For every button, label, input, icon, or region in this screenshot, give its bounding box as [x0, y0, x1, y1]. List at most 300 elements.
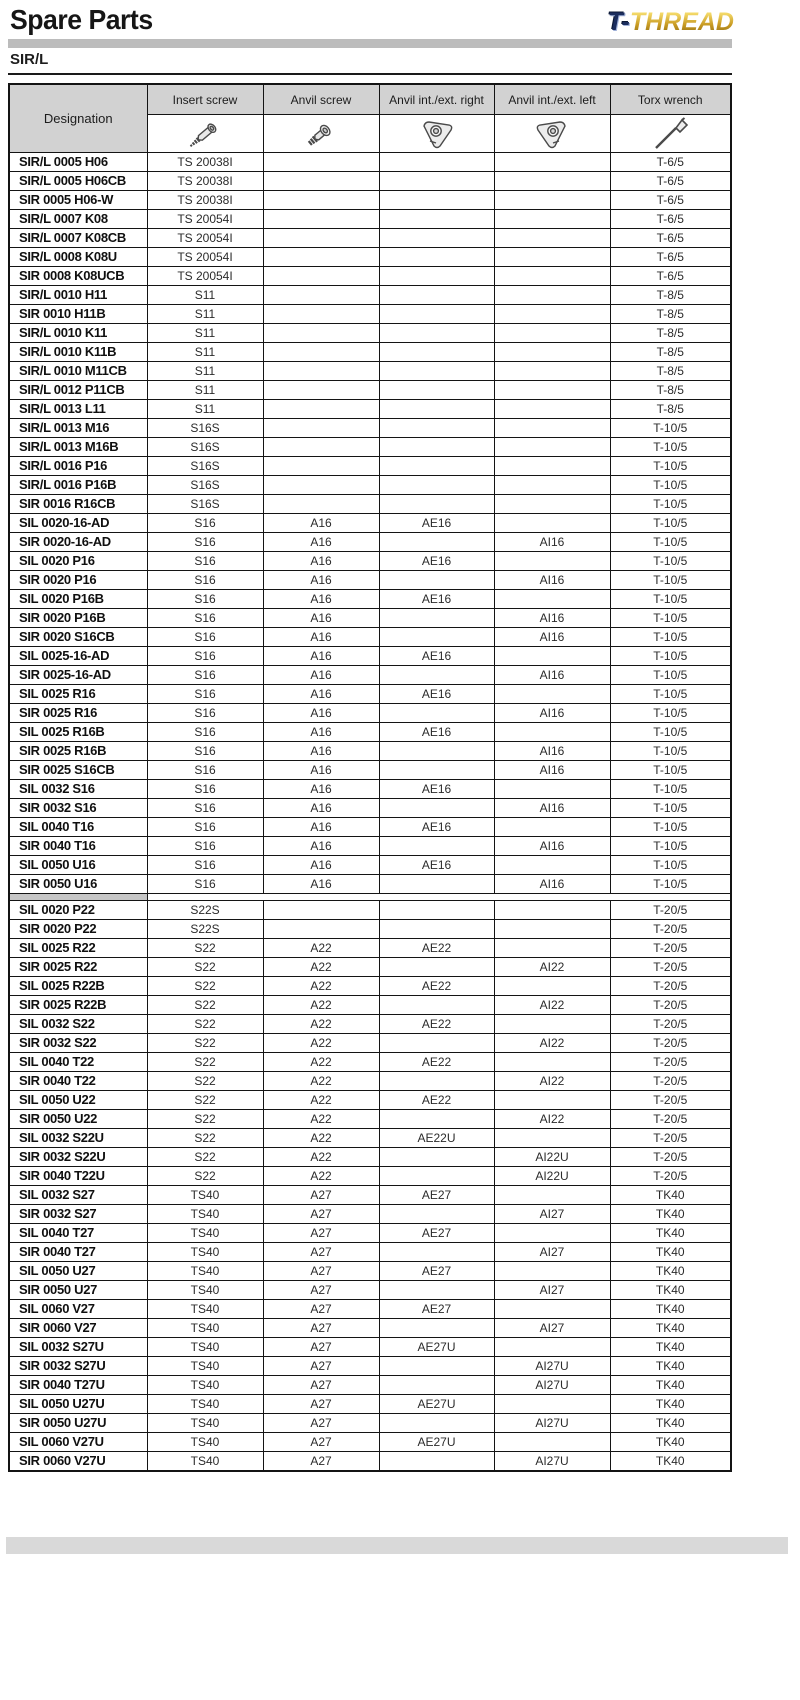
anvil-right-cell	[379, 996, 494, 1015]
anvil-screw-cell: A22	[263, 1091, 379, 1110]
insert-screw-cell: S16	[147, 799, 263, 818]
anvil-right-cell	[379, 1110, 494, 1129]
table-row	[9, 229, 731, 248]
designation-cell: SIL 0032 S22	[9, 1015, 147, 1034]
anvil-right-cell	[379, 901, 494, 920]
anvil-right-cell: AE16	[379, 590, 494, 609]
table-row	[9, 875, 731, 894]
anvil-screw-cell: A16	[263, 647, 379, 666]
designation-cell: SIR/L 0010 K11B	[9, 343, 147, 362]
torx-wrench-cell: TK40	[610, 1357, 731, 1376]
torx-wrench-cell: T-10/5	[610, 761, 731, 780]
anvil-screw-cell: A27	[263, 1224, 379, 1243]
anvil-right-cell: AE16	[379, 552, 494, 571]
section-divider-row	[9, 894, 731, 901]
torx-wrench-cell: T-8/5	[610, 381, 731, 400]
designation-cell: SIL 0025 R22B	[9, 977, 147, 996]
anvil-screw-cell: A16	[263, 761, 379, 780]
torx-wrench-cell: T-8/5	[610, 400, 731, 419]
table-row	[9, 920, 731, 939]
table-row	[9, 1395, 731, 1414]
table-row	[9, 647, 731, 666]
insert-screw-cell: S11	[147, 324, 263, 343]
designation-cell: SIR 0032 S22	[9, 1034, 147, 1053]
anvil-right-cell	[379, 666, 494, 685]
table-row	[9, 1129, 731, 1148]
insert-screw-cell: S16	[147, 818, 263, 837]
anvil-right-cell	[379, 958, 494, 977]
anvil-right-cell	[379, 476, 494, 495]
anvil-left-cell: AI16	[494, 799, 610, 818]
insert-screw-cell: S22	[147, 1091, 263, 1110]
anvil-left-cell	[494, 1262, 610, 1281]
anvil-screw-cell	[263, 172, 379, 191]
anvil-left-cell	[494, 229, 610, 248]
table-row	[9, 1091, 731, 1110]
anvil-right-cell	[379, 400, 494, 419]
table-row	[9, 628, 731, 647]
anvil-right-cell: AE22	[379, 1091, 494, 1110]
anvil-left-cell: AI22	[494, 1110, 610, 1129]
torx-wrench-cell: T-6/5	[610, 229, 731, 248]
designation-cell: SIL 0050 U16	[9, 856, 147, 875]
anvil-right-cell: AE22	[379, 1015, 494, 1034]
designation-cell: SIR 0020 P22	[9, 920, 147, 939]
insert-screw-cell: TS 20054I	[147, 267, 263, 286]
anvil-left-cell	[494, 1395, 610, 1414]
designation-cell: SIR 0032 S27	[9, 1205, 147, 1224]
anvil-left-cell	[494, 1433, 610, 1452]
torx-wrench-cell: T-10/5	[610, 723, 731, 742]
torx-wrench-cell: T-10/5	[610, 457, 731, 476]
torx-wrench-cell: T-6/5	[610, 210, 731, 229]
anvil-right-cell	[379, 1072, 494, 1091]
table-row	[9, 1053, 731, 1072]
designation-cell: SIL 0032 S27	[9, 1186, 147, 1205]
insert-screw-cell: TS40	[147, 1414, 263, 1433]
anvil-right-cell: AE16	[379, 685, 494, 704]
designation-cell: SIL 0032 S22U	[9, 1129, 147, 1148]
designation-cell: SIR 0040 T27	[9, 1243, 147, 1262]
table-row	[9, 818, 731, 837]
table-row	[9, 939, 731, 958]
anvil-screw-icon	[263, 115, 379, 153]
insert-screw-cell: TS 20038I	[147, 191, 263, 210]
anvil-left-cell: AI22	[494, 1034, 610, 1053]
anvil-screw-cell: A27	[263, 1452, 379, 1472]
designation-cell: SIL 0020-16-AD	[9, 514, 147, 533]
torx-wrench-cell: T-10/5	[610, 552, 731, 571]
anvil-screw-cell: A16	[263, 666, 379, 685]
anvil-right-cell	[379, 704, 494, 723]
torx-wrench-cell: T-20/5	[610, 1167, 731, 1186]
anvil-left-cell	[494, 324, 610, 343]
anvil-left-cell	[494, 495, 610, 514]
table-row	[9, 495, 731, 514]
insert-screw-cell: S16S	[147, 476, 263, 495]
anvil-screw-cell: A16	[263, 590, 379, 609]
insert-screw-cell: S16	[147, 609, 263, 628]
anvil-right-cell	[379, 324, 494, 343]
designation-cell: SIR/L 0010 H11	[9, 286, 147, 305]
anvil-left-cell	[494, 286, 610, 305]
torx-wrench-cell: TK40	[610, 1319, 731, 1338]
designation-cell: SIR 0025 R22B	[9, 996, 147, 1015]
torx-wrench-cell: T-20/5	[610, 901, 731, 920]
table-row	[9, 1319, 731, 1338]
anvil-right-cell	[379, 571, 494, 590]
anvil-screw-cell	[263, 305, 379, 324]
table-row	[9, 799, 731, 818]
anvil-screw-cell: A22	[263, 1072, 379, 1091]
anvil-right-cell	[379, 920, 494, 939]
anvil-screw-cell: A16	[263, 628, 379, 647]
anvil-left-cell	[494, 1300, 610, 1319]
torx-wrench-cell: T-6/5	[610, 153, 731, 172]
anvil-insert-right-icon	[379, 115, 494, 153]
anvil-left-cell	[494, 1091, 610, 1110]
anvil-left-cell	[494, 939, 610, 958]
insert-screw-icon	[147, 115, 263, 153]
anvil-screw-cell: A22	[263, 1015, 379, 1034]
designation-cell: SIL 0050 U27U	[9, 1395, 147, 1414]
torx-wrench-cell: TK40	[610, 1414, 731, 1433]
insert-screw-cell: S16	[147, 723, 263, 742]
spare-parts-table	[8, 83, 732, 1472]
anvil-left-cell	[494, 514, 610, 533]
anvil-screw-cell: A22	[263, 1167, 379, 1186]
insert-screw-cell: S22	[147, 1015, 263, 1034]
table-row	[9, 476, 731, 495]
anvil-screw-cell	[263, 153, 379, 172]
designation-cell: SIL 0040 T16	[9, 818, 147, 837]
torx-wrench-cell: TK40	[610, 1262, 731, 1281]
torx-wrench-cell: TK40	[610, 1376, 731, 1395]
anvil-screw-cell: A16	[263, 514, 379, 533]
anvil-right-cell	[379, 1243, 494, 1262]
anvil-insert-left-icon	[494, 115, 610, 153]
anvil-right-cell: AE27	[379, 1300, 494, 1319]
torx-wrench-cell: T-10/5	[610, 742, 731, 761]
anvil-left-cell	[494, 920, 610, 939]
torx-wrench-cell: T-20/5	[610, 1015, 731, 1034]
torx-wrench-cell: TK40	[610, 1186, 731, 1205]
anvil-screw-cell: A27	[263, 1205, 379, 1224]
anvil-left-cell	[494, 901, 610, 920]
designation-cell: SIR/L 0013 M16B	[9, 438, 147, 457]
table-row	[9, 1433, 731, 1452]
anvil-right-cell: AE16	[379, 647, 494, 666]
anvil-screw-cell	[263, 495, 379, 514]
anvil-left-cell	[494, 552, 610, 571]
designation-cell: SIR 0020 S16CB	[9, 628, 147, 647]
insert-screw-cell: S22	[147, 958, 263, 977]
anvil-screw-cell: A16	[263, 533, 379, 552]
anvil-right-cell: AE22U	[379, 1129, 494, 1148]
column-header-anvil-screw: Anvil screw	[263, 84, 379, 115]
anvil-screw-cell: A22	[263, 958, 379, 977]
designation-cell: SIR 0025 S16CB	[9, 761, 147, 780]
insert-screw-cell: TS40	[147, 1300, 263, 1319]
anvil-screw-cell: A27	[263, 1414, 379, 1433]
anvil-screw-cell	[263, 210, 379, 229]
insert-screw-cell: S22S	[147, 901, 263, 920]
anvil-right-cell	[379, 837, 494, 856]
anvil-left-cell	[494, 590, 610, 609]
designation-cell: SIR 0032 S27U	[9, 1357, 147, 1376]
table-row	[9, 552, 731, 571]
insert-screw-cell: TS40	[147, 1452, 263, 1472]
insert-screw-cell: S22S	[147, 920, 263, 939]
anvil-right-cell: AE27U	[379, 1395, 494, 1414]
anvil-left-cell: AI16	[494, 704, 610, 723]
anvil-screw-cell	[263, 457, 379, 476]
insert-screw-cell: S11	[147, 381, 263, 400]
torx-wrench-cell: T-20/5	[610, 1091, 731, 1110]
designation-cell: SIR 0040 T27U	[9, 1376, 147, 1395]
torx-wrench-cell: T-8/5	[610, 324, 731, 343]
anvil-left-cell	[494, 210, 610, 229]
torx-wrench-cell: T-20/5	[610, 977, 731, 996]
designation-cell: SIL 0050 U22	[9, 1091, 147, 1110]
table-row	[9, 1186, 731, 1205]
table-row	[9, 286, 731, 305]
table-row	[9, 837, 731, 856]
anvil-right-cell	[379, 343, 494, 362]
anvil-left-cell: AI16	[494, 533, 610, 552]
designation-cell: SIL 0040 T27	[9, 1224, 147, 1243]
anvil-right-cell	[379, 1357, 494, 1376]
column-header-anvil-left: Anvil int./ext. left	[494, 84, 610, 115]
torx-wrench-cell: T-20/5	[610, 1072, 731, 1091]
anvil-screw-cell: A27	[263, 1243, 379, 1262]
designation-cell: SIR/L 0005 H06	[9, 153, 147, 172]
anvil-right-cell: AE16	[379, 818, 494, 837]
anvil-right-cell: AE16	[379, 514, 494, 533]
torx-wrench-cell: T-10/5	[610, 438, 731, 457]
anvil-screw-cell: A22	[263, 996, 379, 1015]
anvil-left-cell	[494, 685, 610, 704]
designation-cell: SIR 0025-16-AD	[9, 666, 147, 685]
insert-screw-cell: S16	[147, 514, 263, 533]
anvil-left-cell	[494, 476, 610, 495]
designation-cell: SIR 0020 P16	[9, 571, 147, 590]
anvil-right-cell	[379, 1034, 494, 1053]
anvil-right-cell: AE27U	[379, 1338, 494, 1357]
anvil-right-cell	[379, 153, 494, 172]
anvil-screw-cell	[263, 476, 379, 495]
torx-wrench-cell: T-20/5	[610, 1129, 731, 1148]
insert-screw-cell: S22	[147, 1053, 263, 1072]
brand-logo	[548, 8, 734, 37]
torx-wrench-cell: T-10/5	[610, 647, 731, 666]
anvil-left-cell: AI16	[494, 628, 610, 647]
torx-wrench-cell: T-8/5	[610, 286, 731, 305]
anvil-screw-cell	[263, 267, 379, 286]
insert-screw-cell: TS40	[147, 1319, 263, 1338]
designation-cell: SIR/L 0013 M16	[9, 419, 147, 438]
anvil-screw-cell: A16	[263, 685, 379, 704]
table-row	[9, 590, 731, 609]
torx-wrench-cell: T-10/5	[610, 780, 731, 799]
torx-wrench-cell: T-10/5	[610, 875, 731, 894]
torx-wrench-cell: T-20/5	[610, 996, 731, 1015]
anvil-left-cell	[494, 191, 610, 210]
anvil-right-cell	[379, 305, 494, 324]
anvil-right-cell: AE16	[379, 780, 494, 799]
torx-wrench-cell: T-20/5	[610, 1034, 731, 1053]
anvil-right-cell: AE27	[379, 1262, 494, 1281]
anvil-left-cell	[494, 1338, 610, 1357]
torx-wrench-cell: TK40	[610, 1224, 731, 1243]
insert-screw-cell: S22	[147, 1072, 263, 1091]
insert-screw-cell: S16	[147, 628, 263, 647]
insert-screw-cell: S16	[147, 552, 263, 571]
table-row	[9, 1224, 731, 1243]
anvil-right-cell	[379, 286, 494, 305]
anvil-left-cell	[494, 1224, 610, 1243]
table-row	[9, 1300, 731, 1319]
anvil-left-cell: AI16	[494, 875, 610, 894]
anvil-right-cell	[379, 210, 494, 229]
brand-logo-prefix: T-	[607, 8, 630, 36]
torx-wrench-cell: TK40	[610, 1452, 731, 1472]
anvil-left-cell	[494, 248, 610, 267]
insert-screw-cell: S16	[147, 666, 263, 685]
table-row	[9, 248, 731, 267]
anvil-right-cell	[379, 191, 494, 210]
torx-wrench-cell: T-10/5	[610, 837, 731, 856]
designation-cell: SIR 0016 R16CB	[9, 495, 147, 514]
table-row	[9, 172, 731, 191]
table-row	[9, 267, 731, 286]
anvil-right-cell: AE16	[379, 723, 494, 742]
designation-cell: SIR 0050 U27U	[9, 1414, 147, 1433]
insert-screw-cell: TS40	[147, 1357, 263, 1376]
anvil-right-cell	[379, 419, 494, 438]
table-row	[9, 305, 731, 324]
anvil-right-cell	[379, 229, 494, 248]
designation-cell: SIR 0020-16-AD	[9, 533, 147, 552]
anvil-screw-cell: A16	[263, 704, 379, 723]
anvil-left-cell	[494, 1015, 610, 1034]
table-row	[9, 514, 731, 533]
anvil-screw-cell: A16	[263, 552, 379, 571]
anvil-right-cell: AE22	[379, 977, 494, 996]
table-row	[9, 996, 731, 1015]
anvil-left-cell: AI27	[494, 1243, 610, 1262]
footer-bar	[6, 1537, 788, 1554]
table-row	[9, 438, 731, 457]
anvil-left-cell	[494, 977, 610, 996]
anvil-screw-cell: A16	[263, 837, 379, 856]
torx-wrench-cell: TK40	[610, 1243, 731, 1262]
anvil-left-cell: AI16	[494, 742, 610, 761]
table-row	[9, 324, 731, 343]
anvil-right-cell: AE16	[379, 856, 494, 875]
table-row	[9, 856, 731, 875]
table-row	[9, 419, 731, 438]
table-row	[9, 457, 731, 476]
designation-cell: SIR 0008 K08UCB	[9, 267, 147, 286]
torx-wrench-cell: T-10/5	[610, 571, 731, 590]
anvil-left-cell: AI27U	[494, 1357, 610, 1376]
product-family-label: SIR/L	[10, 51, 49, 68]
insert-screw-cell: TS 20054I	[147, 210, 263, 229]
designation-cell: SIR/L 0013 L11	[9, 400, 147, 419]
insert-screw-cell: TS 20038I	[147, 153, 263, 172]
anvil-left-cell: AI27	[494, 1319, 610, 1338]
column-header-insert-screw: Insert screw	[147, 84, 263, 115]
table-row	[9, 381, 731, 400]
anvil-screw-cell	[263, 343, 379, 362]
designation-cell: SIR/L 0012 P11CB	[9, 381, 147, 400]
anvil-right-cell	[379, 742, 494, 761]
insert-screw-cell: TS40	[147, 1433, 263, 1452]
torx-wrench-cell: T-20/5	[610, 1148, 731, 1167]
insert-screw-cell: TS40	[147, 1186, 263, 1205]
anvil-right-cell	[379, 799, 494, 818]
designation-cell: SIL 0025 R22	[9, 939, 147, 958]
designation-cell: SIL 0025 R16B	[9, 723, 147, 742]
designation-cell: SIR/L 0005 H06CB	[9, 172, 147, 191]
torx-wrench-cell: T-10/5	[610, 495, 731, 514]
anvil-left-cell	[494, 647, 610, 666]
anvil-right-cell	[379, 533, 494, 552]
insert-screw-cell: S16S	[147, 495, 263, 514]
anvil-screw-cell: A22	[263, 1129, 379, 1148]
designation-cell: SIR 0040 T22	[9, 1072, 147, 1091]
designation-cell: SIR 0040 T22U	[9, 1167, 147, 1186]
torx-wrench-cell: T-10/5	[610, 799, 731, 818]
anvil-right-cell	[379, 1414, 494, 1433]
table-row	[9, 1034, 731, 1053]
anvil-left-cell	[494, 1186, 610, 1205]
anvil-screw-cell: A16	[263, 609, 379, 628]
designation-cell: SIL 0032 S27U	[9, 1338, 147, 1357]
anvil-left-cell	[494, 419, 610, 438]
torx-wrench-icon	[610, 115, 731, 153]
anvil-screw-cell: A27	[263, 1262, 379, 1281]
anvil-left-cell	[494, 153, 610, 172]
designation-cell: SIR 0025 R16	[9, 704, 147, 723]
torx-wrench-cell: T-20/5	[610, 1053, 731, 1072]
insert-screw-cell: S16	[147, 704, 263, 723]
anvil-screw-cell: A27	[263, 1357, 379, 1376]
anvil-left-cell	[494, 780, 610, 799]
torx-wrench-cell: T-20/5	[610, 958, 731, 977]
designation-cell: SIR/L 0008 K08U	[9, 248, 147, 267]
designation-cell: SIR 0025 R22	[9, 958, 147, 977]
torx-wrench-cell: T-10/5	[610, 590, 731, 609]
table-row	[9, 1414, 731, 1433]
table-row	[9, 1452, 731, 1472]
anvil-right-cell: AE27	[379, 1224, 494, 1243]
table-row	[9, 343, 731, 362]
table-row	[9, 723, 731, 742]
insert-screw-cell: S16	[147, 875, 263, 894]
torx-wrench-cell: TK40	[610, 1395, 731, 1414]
insert-screw-cell: TS 20038I	[147, 172, 263, 191]
anvil-screw-cell	[263, 191, 379, 210]
insert-screw-cell: S16	[147, 780, 263, 799]
anvil-left-cell	[494, 362, 610, 381]
designation-cell: SIR 0060 V27U	[9, 1452, 147, 1472]
torx-wrench-cell: T-6/5	[610, 248, 731, 267]
insert-screw-cell: TS40	[147, 1395, 263, 1414]
insert-screw-cell: S22	[147, 1110, 263, 1129]
insert-screw-cell: S16S	[147, 438, 263, 457]
